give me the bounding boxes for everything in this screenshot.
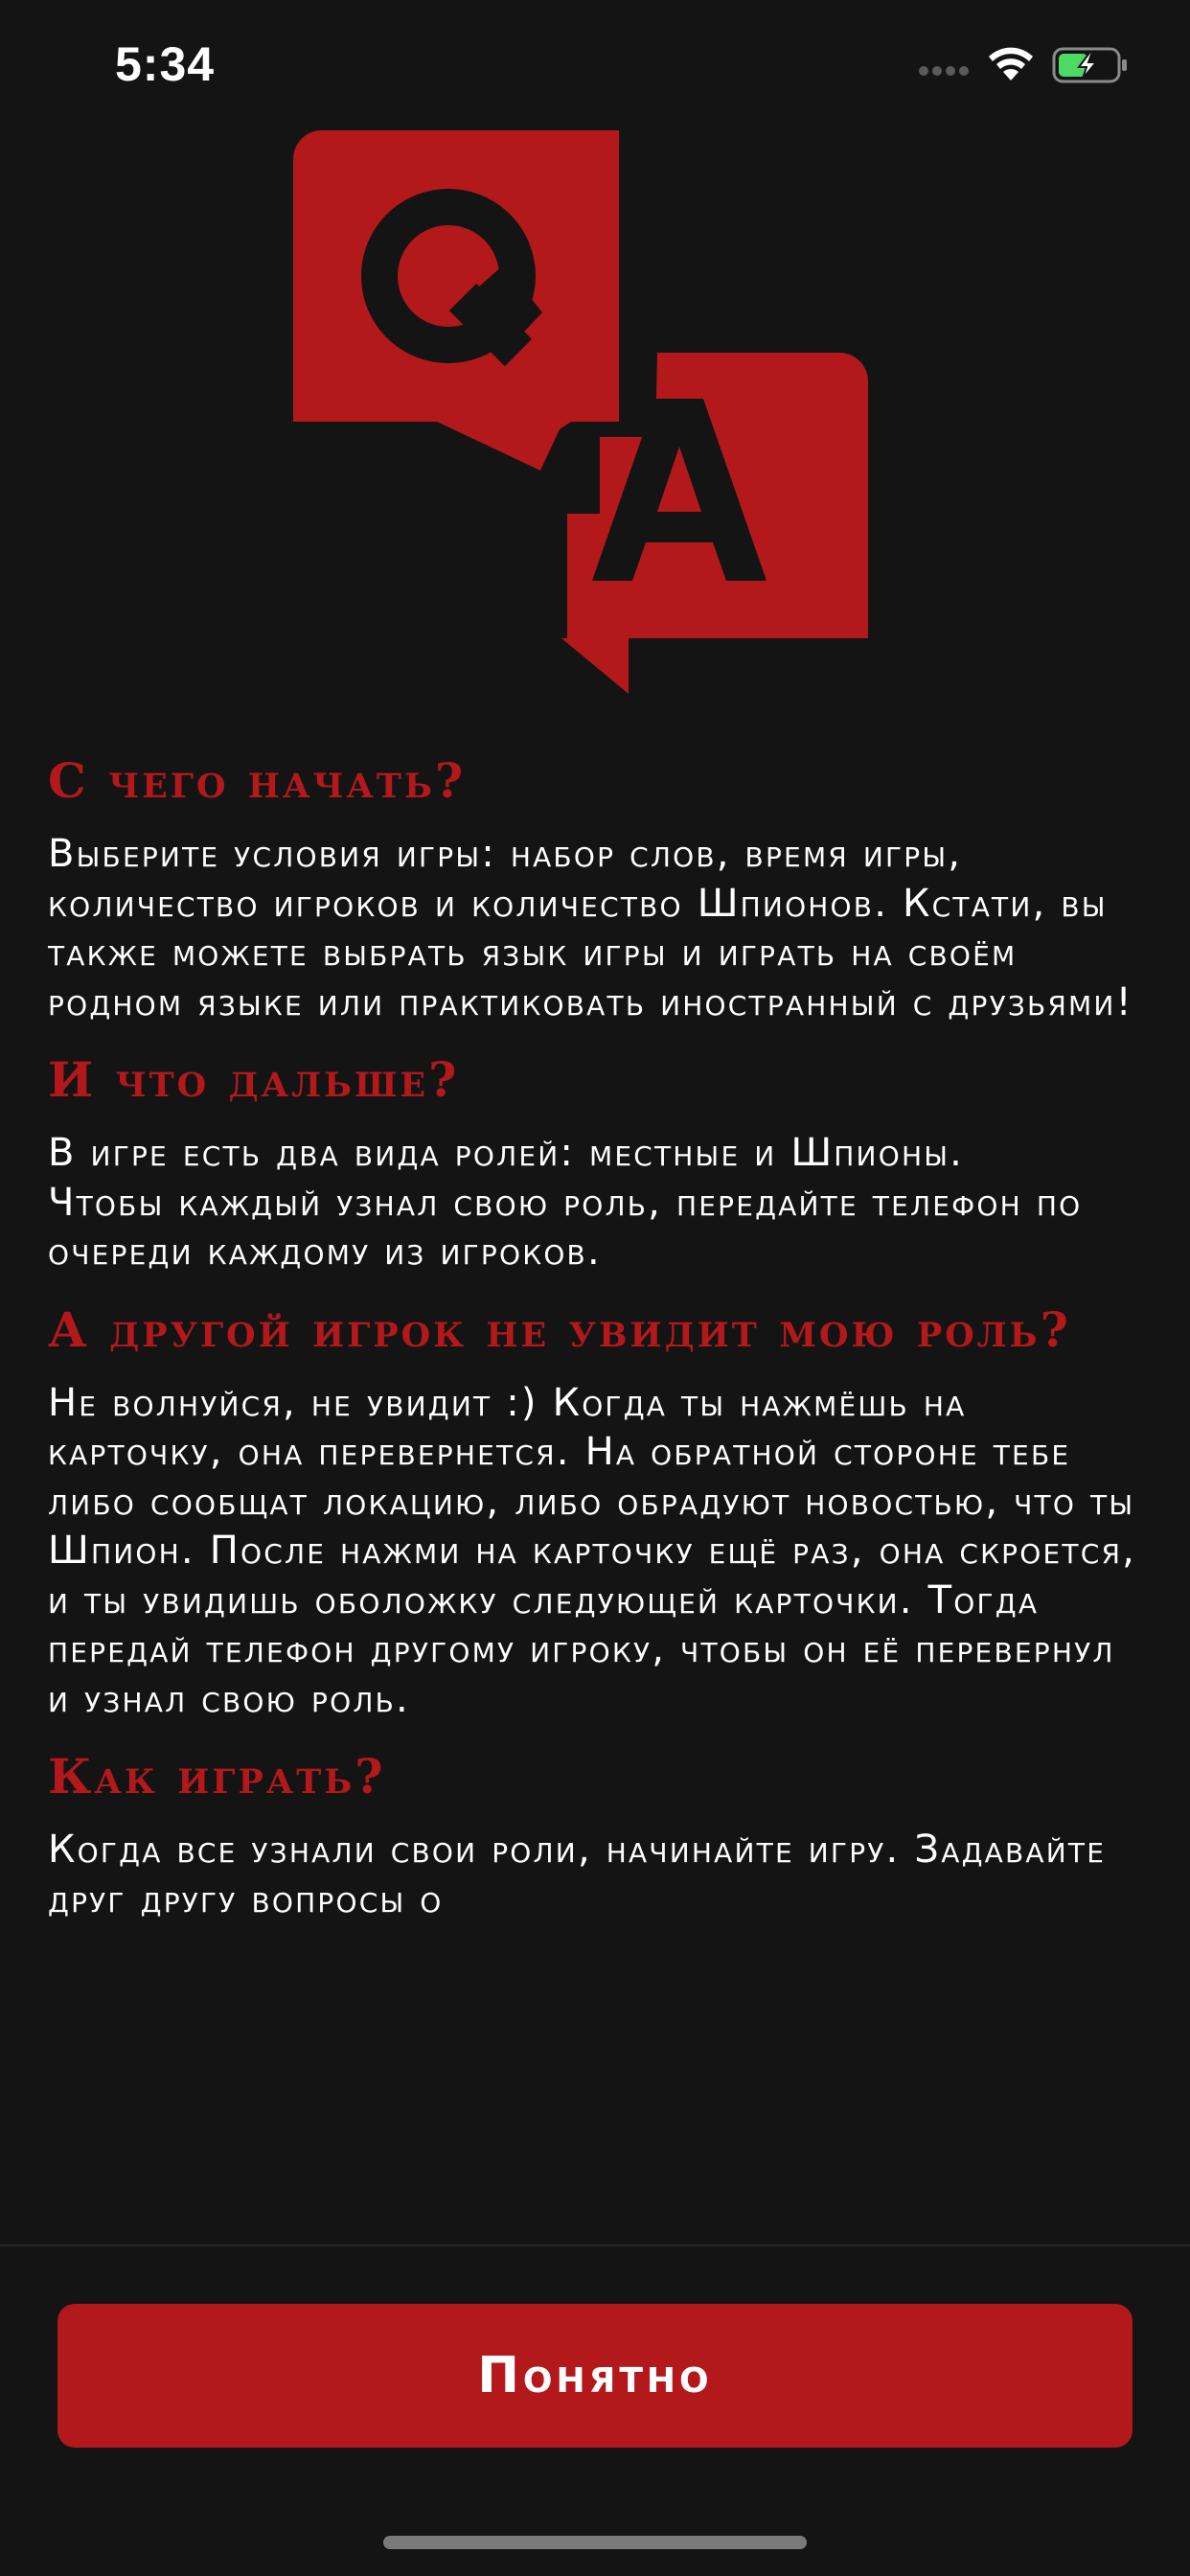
divider — [0, 2244, 1190, 2246]
section-heading: С чего начать? — [48, 752, 467, 809]
section-body: Не волнуйся, не увидит :) Когда ты нажмёшь на карточку, она перевернется. На обратной стороне тебе либо сообщат локацию, либо обрадуют новостью, что ты Шпион. После нажми на карточку ещё раз, она скроется, и ты увидишь оболожку следующей карточки. Тогда передай телефон другому игроку, чтобы он её перевернул и узнал свою роль. — [48, 1380, 1137, 1721]
section-body: В игре есть два вида ролей: местные и Шпионы. Чтобы каждый узнал свою роль, передайте телефон по очереди каждому из игроков. — [48, 1131, 1083, 1274]
section-heading: И что дальше? — [48, 1051, 460, 1108]
battery-charging-icon — [1052, 46, 1129, 84]
status-time: 5:34 — [115, 37, 216, 91]
home-indicator[interactable] — [383, 2536, 807, 2549]
instructions-scroll[interactable] — [48, 749, 1150, 2244]
cellular-signal-icon — [918, 65, 972, 77]
section-body: Когда все узнали свои роли, начинайте игру. Задавайте друг другу вопросы о — [48, 1828, 1107, 1921]
understood-button[interactable]: Понятно — [57, 2304, 1133, 2448]
section-body: Выберите условия игры: набор слов, время игры, количество игроков и количество Шпионов. Кстати, вы также можете выбрать язык игры и играть на своём родном языке или практиковать иностранный с друзьями! — [48, 832, 1133, 1024]
section-heading: Как играть? — [48, 1748, 386, 1805]
question-bubble — [293, 130, 619, 471]
wifi-icon — [987, 46, 1035, 82]
section-heading: А другой игрок не увидит мою роль? — [48, 1300, 1071, 1358]
qa-logo — [293, 130, 899, 694]
status-bar — [0, 0, 1190, 126]
